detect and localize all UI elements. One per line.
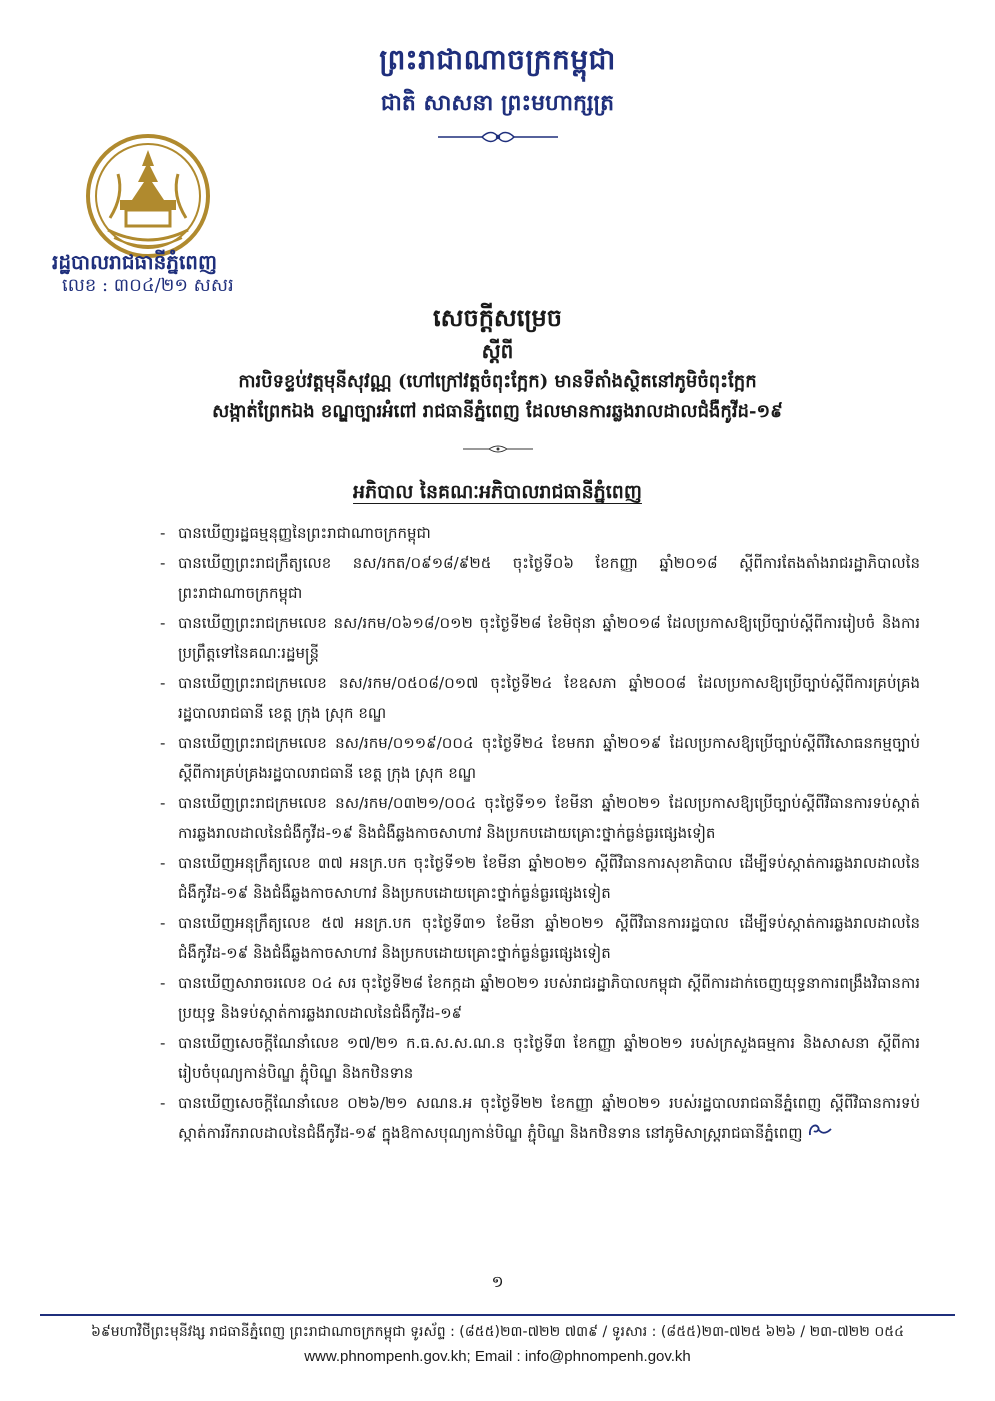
issuing-authority: រដ្ឋបាលរាជធានីភ្នំពេញ (52, 250, 218, 274)
document-about: ស្តីពី (481, 339, 514, 363)
list-item: - បានឃើញព្រះរាជក្រមលេខ នស/រកម/០៥០៨/០១៧ ចុះថ្ងៃទី២៤ ខែឧសភា ឆ្នាំ២០០៨ ដែលប្រកាសឱ្យប្រើច្បាប់ស្តីពីការគ្រប់គ្រងរដ្ឋបាលរាជធានី ខេត្ត ក្រុង ស្រុក ខណ្ឌ (160, 674, 920, 722)
divider-ornament-icon (0, 444, 995, 454)
enacting-authority: អភិបាល នៃគណៈអភិបាលរាជធានីភ្នំពេញ (353, 481, 642, 503)
considerations-list (160, 518, 920, 1149)
list-item: - បានឃើញព្រះរាជក្រមលេខ នស/រកម/០១១៩/០០៤ ចុះថ្ងៃទី២៤ ខែមករា ឆ្នាំ២០១៩ ដែលប្រកាសឱ្យប្រើច្បាប់ស្តីពីវិសោធនកម្មច្បាប់ស្តីពីការគ្រប់គ្រងរដ្ឋបាលរាជធានី ខេត្ត ក្រុង ស្រុក ខណ្ឌ (160, 734, 920, 782)
kingdom-name: ព្រះរាជាណាចក្រកម្ពុជា (379, 43, 616, 76)
reference-number: លេខ : ៣០៤/២១ សសរ (62, 275, 234, 296)
list-item: - បានឃើញសេចក្តីណែនាំលេខ ០២៦/២១ សណន.អ ចុះថ្ងៃទី២២ ខែកញ្ញា ឆ្នាំ២០២១ របស់រដ្ឋបាលរាជធានីភ្នំពេញ ស្តីពីវិធានការទប់ស្កាត់ការរីករាលដាលនៃជំងឺកូវីដ-១៩ ក្នុងឱកាសបុណ្យកាន់បិណ្ឌ ភ្ជុំបិណ្ឌ និងកឋិនទាន នៅភូមិសាស្ត្ររាជធានីភ្នំពេញ (160, 1088, 920, 1149)
document-subject-line-2: សង្កាត់ព្រែកឯង ខណ្ឌច្បារអំពៅ រាជធានីភ្នំពេញ ដែលមានការឆ្លងរាលដាលជំងឺកូវីដ-១៩ (212, 401, 783, 422)
signature-initial-icon (807, 1119, 833, 1149)
list-item: - បានឃើញសារាចរលេខ ០៤ សរ ចុះថ្ងៃទី២៨ ខែកក្កដា ឆ្នាំ២០២១ របស់រាជរដ្ឋាភិបាលកម្ពុជា ស្តីពីការដាក់ចេញយុទ្ធនាការពង្រឹងវិធានការប្រយុទ្ធ និងទប់ស្កាត់ការឆ្លងរាលដាលនៃជំងឺកូវីដ-១៩ (160, 974, 920, 1022)
footer-contact: www.phnompenh.gov.kh; Email : info@phnompenh.gov.kh (304, 1348, 691, 1365)
seal-icon (84, 132, 212, 260)
list-item: - បានឃើញរដ្ឋធម្មនុញ្ញនៃព្រះរាជាណាចក្រកម្ពុជា (160, 524, 431, 542)
list-item: - បានឃើញអនុក្រឹត្យលេខ ៣៧ អនក្រ.បក ចុះថ្ងៃទី១២ ខែមីនា ឆ្នាំ២០២១ ស្តីពីវិធានការសុខាភិបាល ដើម្បីទប់ស្កាត់ការឆ្លងរាលដាលនៃជំងឺកូវីដ-១៩ និងជំងឺឆ្លងកាចសាហាវ និងប្រកបដោយគ្រោះថ្នាក់ធ្ងន់ធ្ងរផ្សេងទៀត (160, 854, 920, 902)
list-item: - បានឃើញព្រះរាជក្រមលេខ នស/រកម/០៣២១/០០៤ ចុះថ្ងៃទី១១ ខែមីនា ឆ្នាំ២០២១ ដែលប្រកាសឱ្យប្រើច្បាប់ស្តីពីវិធានការទប់ស្កាត់ការឆ្លងរាលដាលនៃជំងឺកូវីដ-១៩ និងជំងឺឆ្លងកាចសាហាវ និងប្រកបដោយគ្រោះថ្នាក់ធ្ងន់ធ្ងរផ្សេងទៀត (160, 794, 920, 842)
footer-address: ៦៩មហាវិថីព្រះមុនីវង្ស រាជធានីភ្នំពេញ ព្រះរាជាណាចក្រកម្ពុជា ទូរស័ព្ទ : (៨៥៥)២៣-៧២២ ៧៣៩ / ទូរសារ : (៨៥៥)២៣-៧២៥ ៦២៦ / ២៣-៧២២ ០៥៤ (90, 1324, 905, 1340)
page-number: ១ (491, 1272, 504, 1291)
list-item: - បានឃើញព្រះរាជក្រឹត្យលេខ នស/រកត/០៩១៨/៩២៥ ចុះថ្ងៃទី០៦ ខែកញ្ញា ឆ្នាំ២០១៨ ស្តីពីការតែងតាំងរាជរដ្ឋាភិបាលនៃព្រះរាជាណាចក្រកម្ពុជា (160, 554, 920, 602)
document-header (0, 40, 995, 144)
document-subject-line-1: ការបិទខ្ទប់វត្តមុនីសុវណ្ណ (ហៅក្រៅវត្តចំពុះក្អែក) មានទីតាំងស្ថិតនៅភូមិចំពុះក្អែក (238, 371, 757, 392)
document-type: សេចក្តីសម្រេច (432, 303, 563, 332)
footer-divider (40, 1314, 955, 1316)
list-item: - បានឃើញព្រះរាជក្រមលេខ នស/រកម/០៦១៨/០១២ ចុះថ្ងៃទី២៨ ខែមិថុនា ឆ្នាំ២០១៨ ដែលប្រកាសឱ្យប្រើច្បាប់ស្តីពីការរៀបចំ និងការប្រព្រឹត្តទៅនៃគណៈរដ្ឋមន្ត្រី (160, 614, 920, 662)
national-motto: ជាតិ សាសនា ព្រះមហាក្សត្រ (380, 90, 615, 116)
list-item: - បានឃើញសេចក្តីណែនាំលេខ ១៧/២១ ក.ធ.ស.ស.ណ.ន ចុះថ្ងៃទី៣ ខែកញ្ញា ឆ្នាំ២០២១ របស់ក្រសួងធម្មការ និងសាសនា ស្តីពីការរៀបចំបុណ្យកាន់បិណ្ឌ ភ្ជុំបិណ្ឌ និងកឋិនទាន (160, 1034, 920, 1082)
list-item: - បានឃើញអនុក្រឹត្យលេខ ៥៧ អនក្រ.បក ចុះថ្ងៃទី៣១ ខែមីនា ឆ្នាំ២០២១ ស្តីពីវិធានការរដ្ឋបាល ដើម្បីទប់ស្កាត់ការឆ្លងរាលដាលនៃជំងឺកូវីដ-១៩ និងជំងឺឆ្លងកាចសាហាវ និងប្រកបដោយគ្រោះថ្នាក់ធ្ងន់ធ្ងរផ្សេងទៀត (160, 914, 920, 962)
